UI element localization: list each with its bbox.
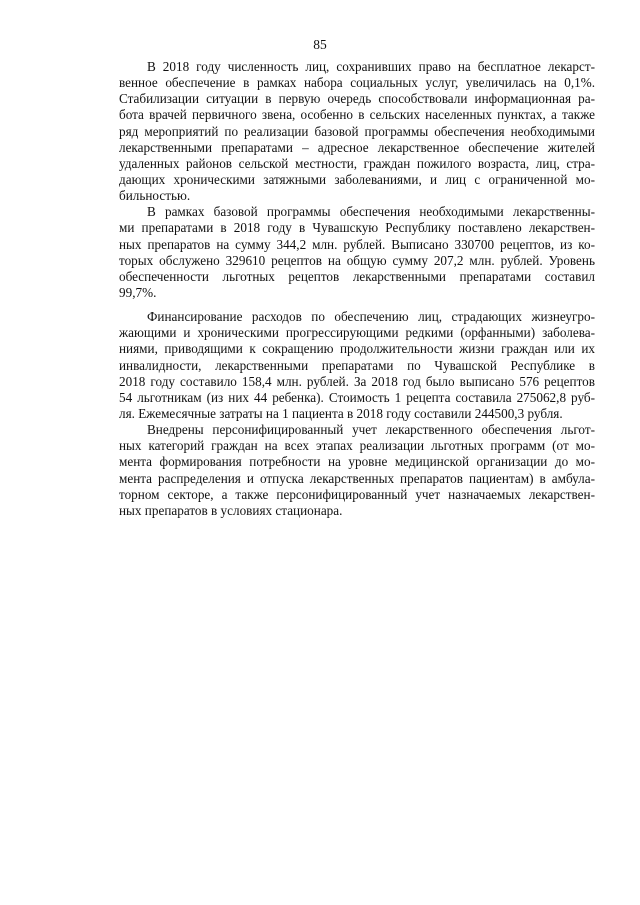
text-line: ми препаратами в 2018 году в Чувашскую Республику поставлено лекарствен- [119, 220, 595, 236]
text-line: Стабилизации ситуации в первую очередь способствовали информационная ра- [119, 91, 595, 107]
text-line: мента формирования потребности на уровне медицинской организации до мо- [119, 454, 595, 470]
text-line: 54 льготникам (из них 44 ребенка). Стоимость 1 рецепта составила 275062,8 руб- [119, 389, 595, 405]
text-line: инвалидности, лекарственными препаратами по Чувашской Республике в [119, 357, 595, 373]
paragraph [119, 204, 595, 301]
paragraph [119, 309, 595, 422]
text-line: бильностью. [119, 188, 191, 204]
text-line: жающими и хроническими прогрессирующими редкими (орфанными) заболева- [119, 325, 595, 341]
text-line: венное обеспечение в рамках набора социальных услуг, увеличилась на 0,1%. [119, 75, 595, 91]
paragraph [119, 422, 595, 519]
text-line: обеспеченности льготных рецептов лекарственными препаратами составил [119, 268, 595, 284]
paragraph-gap [119, 301, 595, 309]
document-body [119, 59, 595, 519]
text-line: ных препаратов на сумму 344,2 млн. рублей. Выписано 330700 рецептов, из ко- [119, 236, 595, 252]
text-line: торых обслужено 329610 рецептов на общую сумму 207,2 млн. рублей. Уровень [119, 252, 595, 268]
text-line: Внедрены персонифицированный учет лекарственного обеспечения льгот- [147, 422, 595, 438]
text-line: 99,7%. [119, 284, 157, 300]
text-line: лекарственными препаратами – адресное лекарственное обеспечение жителей [119, 139, 595, 155]
text-line: В 2018 году численность лиц, сохранивших право на бесплатное лекарст- [147, 59, 595, 74]
text-line: Финансирование расходов по обеспечению лиц, страдающих жизнеугро- [147, 309, 595, 325]
text-line: ряд мероприятий по реализации базовой программы обеспечения необходимыми [119, 123, 595, 139]
text-line: 2018 году составило 158,4 млн. рублей. За 2018 год было выписано 576 рецептов [119, 373, 595, 389]
text-line: мента распределения и отпуска лекарственных препаратов пациентам) в амбула- [119, 470, 595, 486]
text-line: ных категорий граждан на всех этапах реализации льготных программ (от мо- [119, 438, 595, 454]
text-line: дающих хроническими затяжными заболеваниями, и лиц с ограниченной мо- [119, 171, 595, 187]
text-line: бота врачей первичного звена, особенно в сельских населенных пунктах, а также [119, 107, 595, 123]
text-line: ных препаратов в условиях стационара. [119, 502, 343, 518]
text-line: В рамках базовой программы обеспечения необходимыми лекарственны- [147, 204, 595, 220]
text-line: удаленных районов сельской местности, граждан пожилого возраста, лиц, стра- [119, 155, 595, 171]
text-line: ля. Ежемесячные затраты на 1 пациента в 2018 году составили 244500,3 рубля. [119, 405, 563, 421]
text-line: ниями, приводящими к сокращению продолжительности жизни граждан или их [119, 341, 595, 357]
page-number: 85 [313, 37, 327, 52]
paragraph [119, 59, 595, 204]
text-line: торном секторе, а также персонифицированный учет назначаемых лекарствен- [119, 486, 595, 502]
